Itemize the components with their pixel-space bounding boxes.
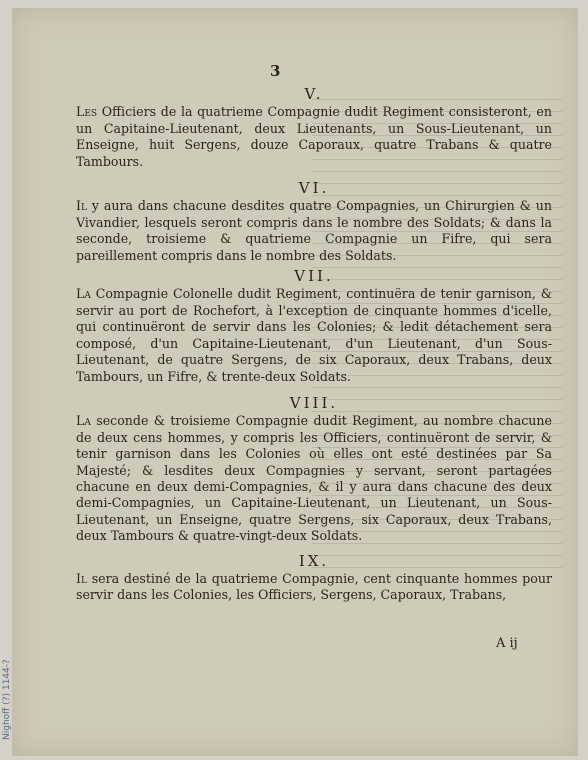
paragraph-text: Compagnie Colonelle dudit Regiment, continuëra de tenir garnison, & servir au port de Rochefort, à l'exception de cinquante hommes d'icelle, qui continuëront de servir dans les Colonies; & ledit détachement sera composé, d'un Capitaine-Lieutenant, d'un Lieutenant, d'un Sous-Lieutenant, de quatre Sergens, de six Caporaux, deux Trabans, deux Tambours, un Fifre, & trente-deux Soldats. — [76, 286, 552, 384]
section-paragraph — [76, 286, 552, 384]
paragraph-text: Officiers de la quatrieme Compagnie dudit Regiment consisteront, en un Capitaine-Lieutenant, deux Lieutenants, un Sous-Lieutenant, un Enseigne, huit Sergens, douze Caporaux, quatre Trabans & quatre Tambours. — [76, 104, 552, 169]
paragraph-initial: Il — [76, 198, 87, 214]
section-paragraph — [76, 104, 552, 170]
paragraph-text: sera destiné de la quatrieme Compagnie, cent cinquante hommes pour servir dans les Colonies, les Officiers, Sergens, Caporaux, Trabans, — [76, 570, 552, 603]
paragraph-initial: La — [76, 413, 91, 429]
section-paragraph — [76, 571, 552, 604]
section-paragraph — [76, 413, 552, 544]
paragraph-initial: Les — [76, 104, 98, 120]
handwritten-margin-note: Nighoff (?) 1144-? — [2, 659, 12, 740]
section-heading: V. — [304, 85, 324, 103]
paragraph-text: y aura dans chacune desdites quatre Compagnies, un Chirurgien & un Vivandier, lesquels seront compris dans le nombre des Soldats; & dans la seconde, troisieme & quatrieme Compagnie un Fifre, qui sera pareillement compris dans le nombre des Soldats. — [76, 198, 552, 263]
section-heading: IX. — [298, 551, 330, 570]
paragraph-text: seconde & troisieme Compagnie dudit Regiment, au nombre chacune de deux cens hommes, y compris les Officiers, continuëront de servir, & tenir garnison dans les Colonies où elles ont esté destinées par Sa Majesté; & lesdites deux Compagnies y servant, seront partagées chacune en deux demi-Compagnies, & il y aura dans chacune des deux demi-Compagnies, un Capitaine-Lieutenant, un Lieutenant, un Sous-Lieutenant, un Enseigne, quatre Sergens, six Caporaux, deux Trabans, deux Tambours & quatre-vingt-deux Soldats. — [76, 413, 552, 544]
section-heading: VI. — [298, 179, 330, 198]
section-heading: VII. — [294, 267, 334, 286]
section-heading: VIII. — [289, 393, 339, 412]
document-body — [76, 60, 552, 604]
page-number: 3 — [270, 62, 281, 80]
paragraph-initial: Il — [76, 570, 87, 586]
catchword: A ij — [496, 636, 518, 651]
section-paragraph — [76, 198, 552, 264]
paragraph-initial: La — [76, 286, 91, 302]
